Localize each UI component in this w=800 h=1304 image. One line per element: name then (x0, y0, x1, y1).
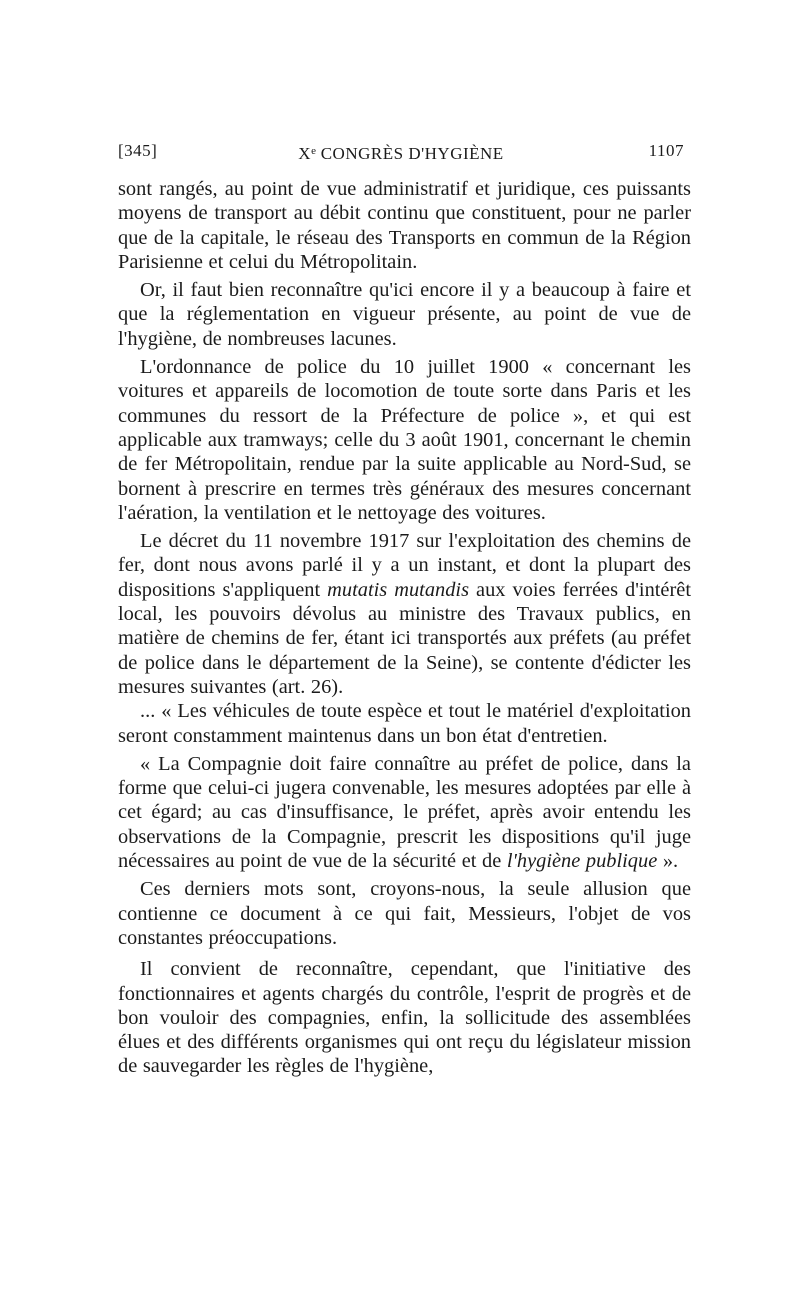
page-number: 1107 (648, 141, 684, 160)
paragraph-6-italic: l'hygiène publique (506, 850, 658, 873)
running-title (118, 136, 684, 169)
paragraph-6 (118, 752, 691, 873)
paragraph-8: Il convient de reconnaître, cependant, que l'initiative des fonctionnaires et agents chargés du contrôle, l'esprit de progrès et de bon vouloir des compagnies, enfin, la sollicitude des assemblées élues et des différents organismes qui ont reçu du législateur mission de sauvegarder les règles de l'hygiène, (118, 958, 691, 1078)
paragraph-4-italic: mutatis mutandis (327, 578, 470, 601)
running-header (118, 136, 684, 166)
body-text (118, 177, 691, 1079)
paragraph-4-text-a: Le décret du 11 novembre 1917 sur l'exploitation des chemins de fer, dont nous avons parlé il y a un instant, et dont la plupart des dispositions s'appliquent (118, 530, 691, 601)
paragraph-1: sont rangés, au point de vue administratif et juridique, ces puissants moyens de transport au débit continu que constituent, pour ne parler que de la capitale, le réseau des Transports en commun de la Région Parisienne et celui du Métropolitain. (118, 178, 691, 273)
paragraph-5: ... « Les véhicules de toute espèce et tout le matériel d'exploitation seront constamment maintenus dans un bon état d'entretien. (118, 700, 691, 747)
paragraph-7: Ces derniers mots sont, croyons-nous, la seule allusion que contienne ce document à ce qui fait, Messieurs, l'objet de vos constantes préoccupations. (118, 878, 691, 949)
paragraph-4 (118, 529, 691, 699)
paragraph-3: L'ordonnance de police du 10 juillet 1900 « concernant les voitures et appareils de locomotion de toute sorte dans Paris et les communes du ressort de la Préfecture de police », et qui est applicable aux tramways; celle du 3 août 1901, concernant le chemin de fer Métropolitain, rendue par la suite applicable au Nord-Sud, se bornent à prescrire en termes très généraux des mesures concernant l'aération, la ventilation et le nettoyage des voitures. (118, 356, 691, 524)
paragraph-6-text-b: ». (657, 850, 679, 873)
running-title-superscript: e (311, 145, 316, 157)
page-reference: [345] (118, 141, 158, 160)
paragraph-4-text-b: aux voies ferrées d'intérêt local, les pouvoirs dévolus au ministre des Travaux publics, en matière de chemins de fer, étant ici transportés aux préfets (au préfet de police dans le département de la Seine), se contente d'édicter les mesures suivantes (art. 26). (118, 578, 691, 698)
running-title-text: CONGRÈS D'HYGIÈNE (315, 144, 504, 163)
paragraph-2: Or, il faut bien reconnaître qu'ici encore il y a beaucoup à faire et que la réglementation en vigueur présente, au point de vue de l'hygiène, de nombreuses lacunes. (118, 279, 691, 350)
paragraph-6-text-a: « La Compagnie doit faire connaître au préfet de police, dans la forme que celui-ci jugera convenable, les mesures adoptées par elle à cet égard; au cas d'insuffisance, le préfet, après avoir entendu les observations de la Compagnie, prescrit les dispositions qu'il juge nécessaires au point de vue de la sécurité et de (118, 752, 691, 873)
running-title-prefix: X (298, 144, 312, 163)
